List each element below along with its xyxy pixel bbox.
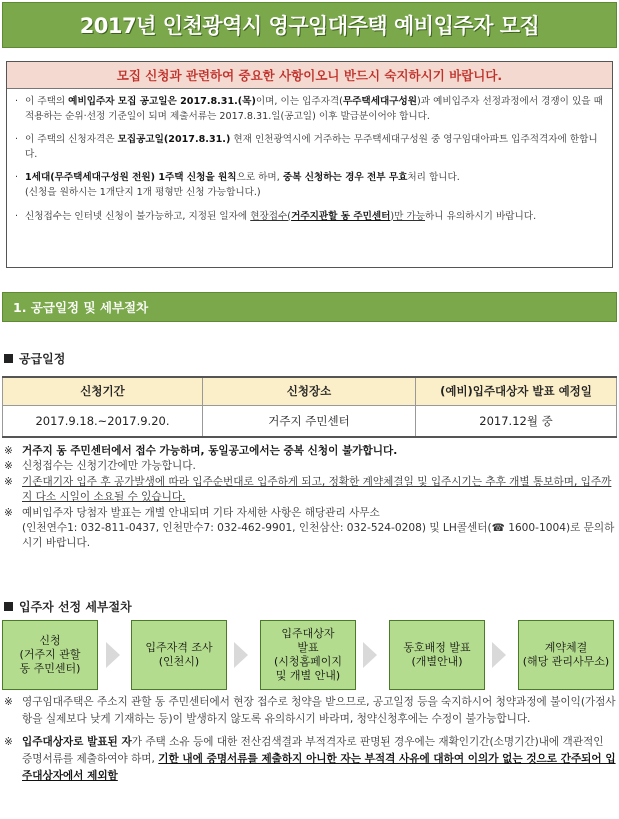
flow-step-label: (개별안내)	[411, 655, 463, 668]
notice-text-bold: 1세대(무주택세대구성원 전원) 1주택 신청을 원칙	[25, 172, 237, 184]
arrow-right-icon	[363, 642, 377, 668]
note-mark: ※	[4, 475, 13, 488]
section-heading: 1. 공급일정 및 세부절차	[2, 292, 617, 322]
notice-body	[7, 89, 612, 224]
notice-text: 이며, 이는 입주자격(	[255, 96, 343, 107]
note-mark: ※	[4, 736, 13, 748]
note-text-bold: 기한 내에 증명서류를 제출하지 아니한 자는 부적격 사유에 대하여 이의가 없는 것으로 간주되어 입주대상자에서 제외함	[22, 753, 616, 782]
notice-text: )과 예비입주자 선정과정에서 경쟁이 있을 때 적용하는 순위·선정 기준일이 되며 제출서류는 2017.8.31.일(공고일) 이후 발급분이어야 합니다.	[25, 96, 603, 122]
table-header: (예비)입주대상자 발표 예정일	[416, 377, 617, 405]
note-item	[4, 694, 616, 728]
notice-text: 으로 하며,	[236, 172, 283, 184]
notice-text-underline: 현장접수(	[250, 210, 292, 222]
notice-text: 신청접수는 인터넷 신청이 불가능하고, 지정된 일자에	[25, 210, 251, 222]
square-bullet-icon	[4, 602, 13, 611]
flow-step-label: 동호배정 발표	[403, 641, 471, 654]
arrow-right-icon	[234, 642, 248, 668]
notice-box	[6, 61, 613, 268]
flow-step	[389, 620, 485, 690]
procedure-heading	[4, 598, 132, 615]
table-header: 신청기간	[3, 377, 203, 405]
flow-step-label: 입주자격 조사	[145, 641, 213, 654]
notice-item	[15, 171, 604, 200]
table-cell: 거주지 주민센터	[203, 405, 416, 437]
flow-step-label: (거주지 관할	[19, 648, 81, 661]
notice-item	[15, 133, 604, 162]
flow-step-label: 계약체결	[544, 641, 588, 654]
table-header: 신청장소	[203, 377, 416, 405]
note-mark: ※	[4, 696, 13, 708]
flow-step	[518, 620, 614, 690]
notice-text: 이 주택의 신청자격은	[25, 134, 118, 146]
note-text: 기존대기자 입주 후 공가발생에 따라 입주순번대로 입주하게 되고, 정확한 계약체결일 및 입주시기는 추후 개별 통보하며, 입주까지 다소 시일이 소요될 수 있습니다.	[22, 475, 612, 504]
page-title: 2017년 인천광역시 영구임대주택 예비입주자 모집	[79, 14, 540, 38]
bullet: ·	[15, 134, 19, 146]
note-text: 거주지 동 주민센터에서 접수 가능하며, 동일공고에서는 중복 신청이 불가합니다.	[22, 445, 398, 457]
notice-item	[15, 210, 604, 225]
note-mark: ※	[4, 460, 13, 473]
note-item	[4, 506, 616, 552]
notice-text-bold: 거주지관할 동 주민센터	[291, 210, 391, 222]
notice-text-bold: 예비입주자 모집 공고일은	[68, 96, 177, 107]
notice-text: (신청을 원하시는 1개단지 1개 평형만 신청 가능합니다.)	[25, 186, 261, 198]
flow-step	[260, 620, 356, 690]
flow-step	[131, 620, 227, 690]
notice-text: 이 주택의	[25, 96, 69, 107]
bullet: ·	[15, 96, 19, 107]
note-text-bold: 입주대상자로 발표된 자	[22, 736, 132, 748]
notice-item	[15, 95, 604, 124]
note-text: 예비입주자 당첨자 발표는 개별 안내되며 기타 자세한 사항은 해당관리 사무소	[22, 506, 380, 519]
note-text: 영구임대주택은 주소지 관할 동 주민센터에서 현장 접수로 청약을 받으므로, 공고일정 등을 숙지하시어 청약과정에 불이익(가점사항을 실제보다 낮게 기재하는 등)이 발생하지 않도록 유의하시기 바라며, 청약신청후에는 수정이 불가능합니다.	[22, 696, 616, 725]
flow-step-label: (시청홈페이지	[273, 655, 343, 668]
bullet: ·	[15, 210, 19, 222]
flow-step-label: 신청	[39, 634, 61, 647]
flow-step-label: 및 개별 안내)	[275, 669, 341, 682]
flow-step-label: 입주대상자	[281, 627, 335, 640]
flow-step-label: 발표	[297, 641, 319, 654]
note-contact-text: (인천연수1: 032-811-0437, 인천만수7: 032-462-9901, 인천삼산: 032-524-0208) 및 LH콜센터(☎ 1600-1004)로 문의하시기 바랍니다.	[22, 522, 615, 550]
table-header-row	[3, 377, 617, 405]
schedule-notes	[4, 444, 616, 552]
note-item	[4, 475, 616, 506]
square-bullet-icon	[4, 354, 13, 363]
table-cell: 2017.9.18.~2017.9.20.	[3, 405, 203, 437]
flow-step-label: 동 주민센터)	[19, 662, 81, 675]
arrow-right-icon	[106, 642, 120, 668]
note-mark: ※	[4, 445, 13, 457]
note-item	[4, 444, 616, 459]
notice-text: 처리 합니다.	[407, 172, 460, 184]
arrow-right-icon	[492, 642, 506, 668]
note-mark: ※	[4, 506, 13, 519]
schedule-heading-text: 공급일정	[19, 352, 66, 366]
notice-text-bold: 중복 신청하는 경우 전부 무효	[282, 172, 408, 184]
flow-step	[2, 620, 98, 690]
flow-step-label: (인천시)	[158, 655, 200, 668]
note-item	[4, 734, 616, 785]
procedure-notes	[4, 694, 616, 785]
table-row	[3, 405, 617, 437]
table-cell: 2017.12월 중	[416, 405, 617, 437]
notice-date: 2017.8.31.(목)	[176, 96, 256, 107]
bullet: ·	[15, 172, 19, 184]
notice-text-underline: )만 가능	[390, 210, 426, 222]
note-text: 신청접수는 신청기간에만 가능합니다.	[22, 460, 196, 473]
procedure-flow	[2, 620, 617, 690]
notice-heading: 모집 신청과 관련하여 중요한 사항이오니 반드시 숙지하시기 바랍니다.	[7, 62, 612, 89]
procedure-heading-text: 입주자 선정 세부절차	[19, 600, 132, 614]
notice-text: 하니 유의하시기 바랍니다.	[425, 210, 537, 222]
note-text: 가 주택 소유 등에 대한 전산검색결과 부적격자로 판명된 경우에는 재확인기간(소명기간)내에 객관적인 증명서류를 제출하여야 하며,	[22, 736, 604, 765]
page-title-bar	[2, 2, 617, 48]
schedule-table	[2, 376, 617, 438]
notice-text-bold: 무주택세대구성원	[342, 96, 418, 107]
notice-text: 현재 인천광역시에 거주하는 무주택세대구성원 중 영구임대아파트 입주적격자에 한합니다.	[25, 134, 598, 160]
schedule-heading	[4, 350, 65, 367]
notice-text-bold: 모집공고일(2017.8.31.)	[117, 134, 231, 146]
flow-step-label: (해당 관리사무소)	[522, 655, 610, 668]
note-item	[4, 459, 616, 474]
